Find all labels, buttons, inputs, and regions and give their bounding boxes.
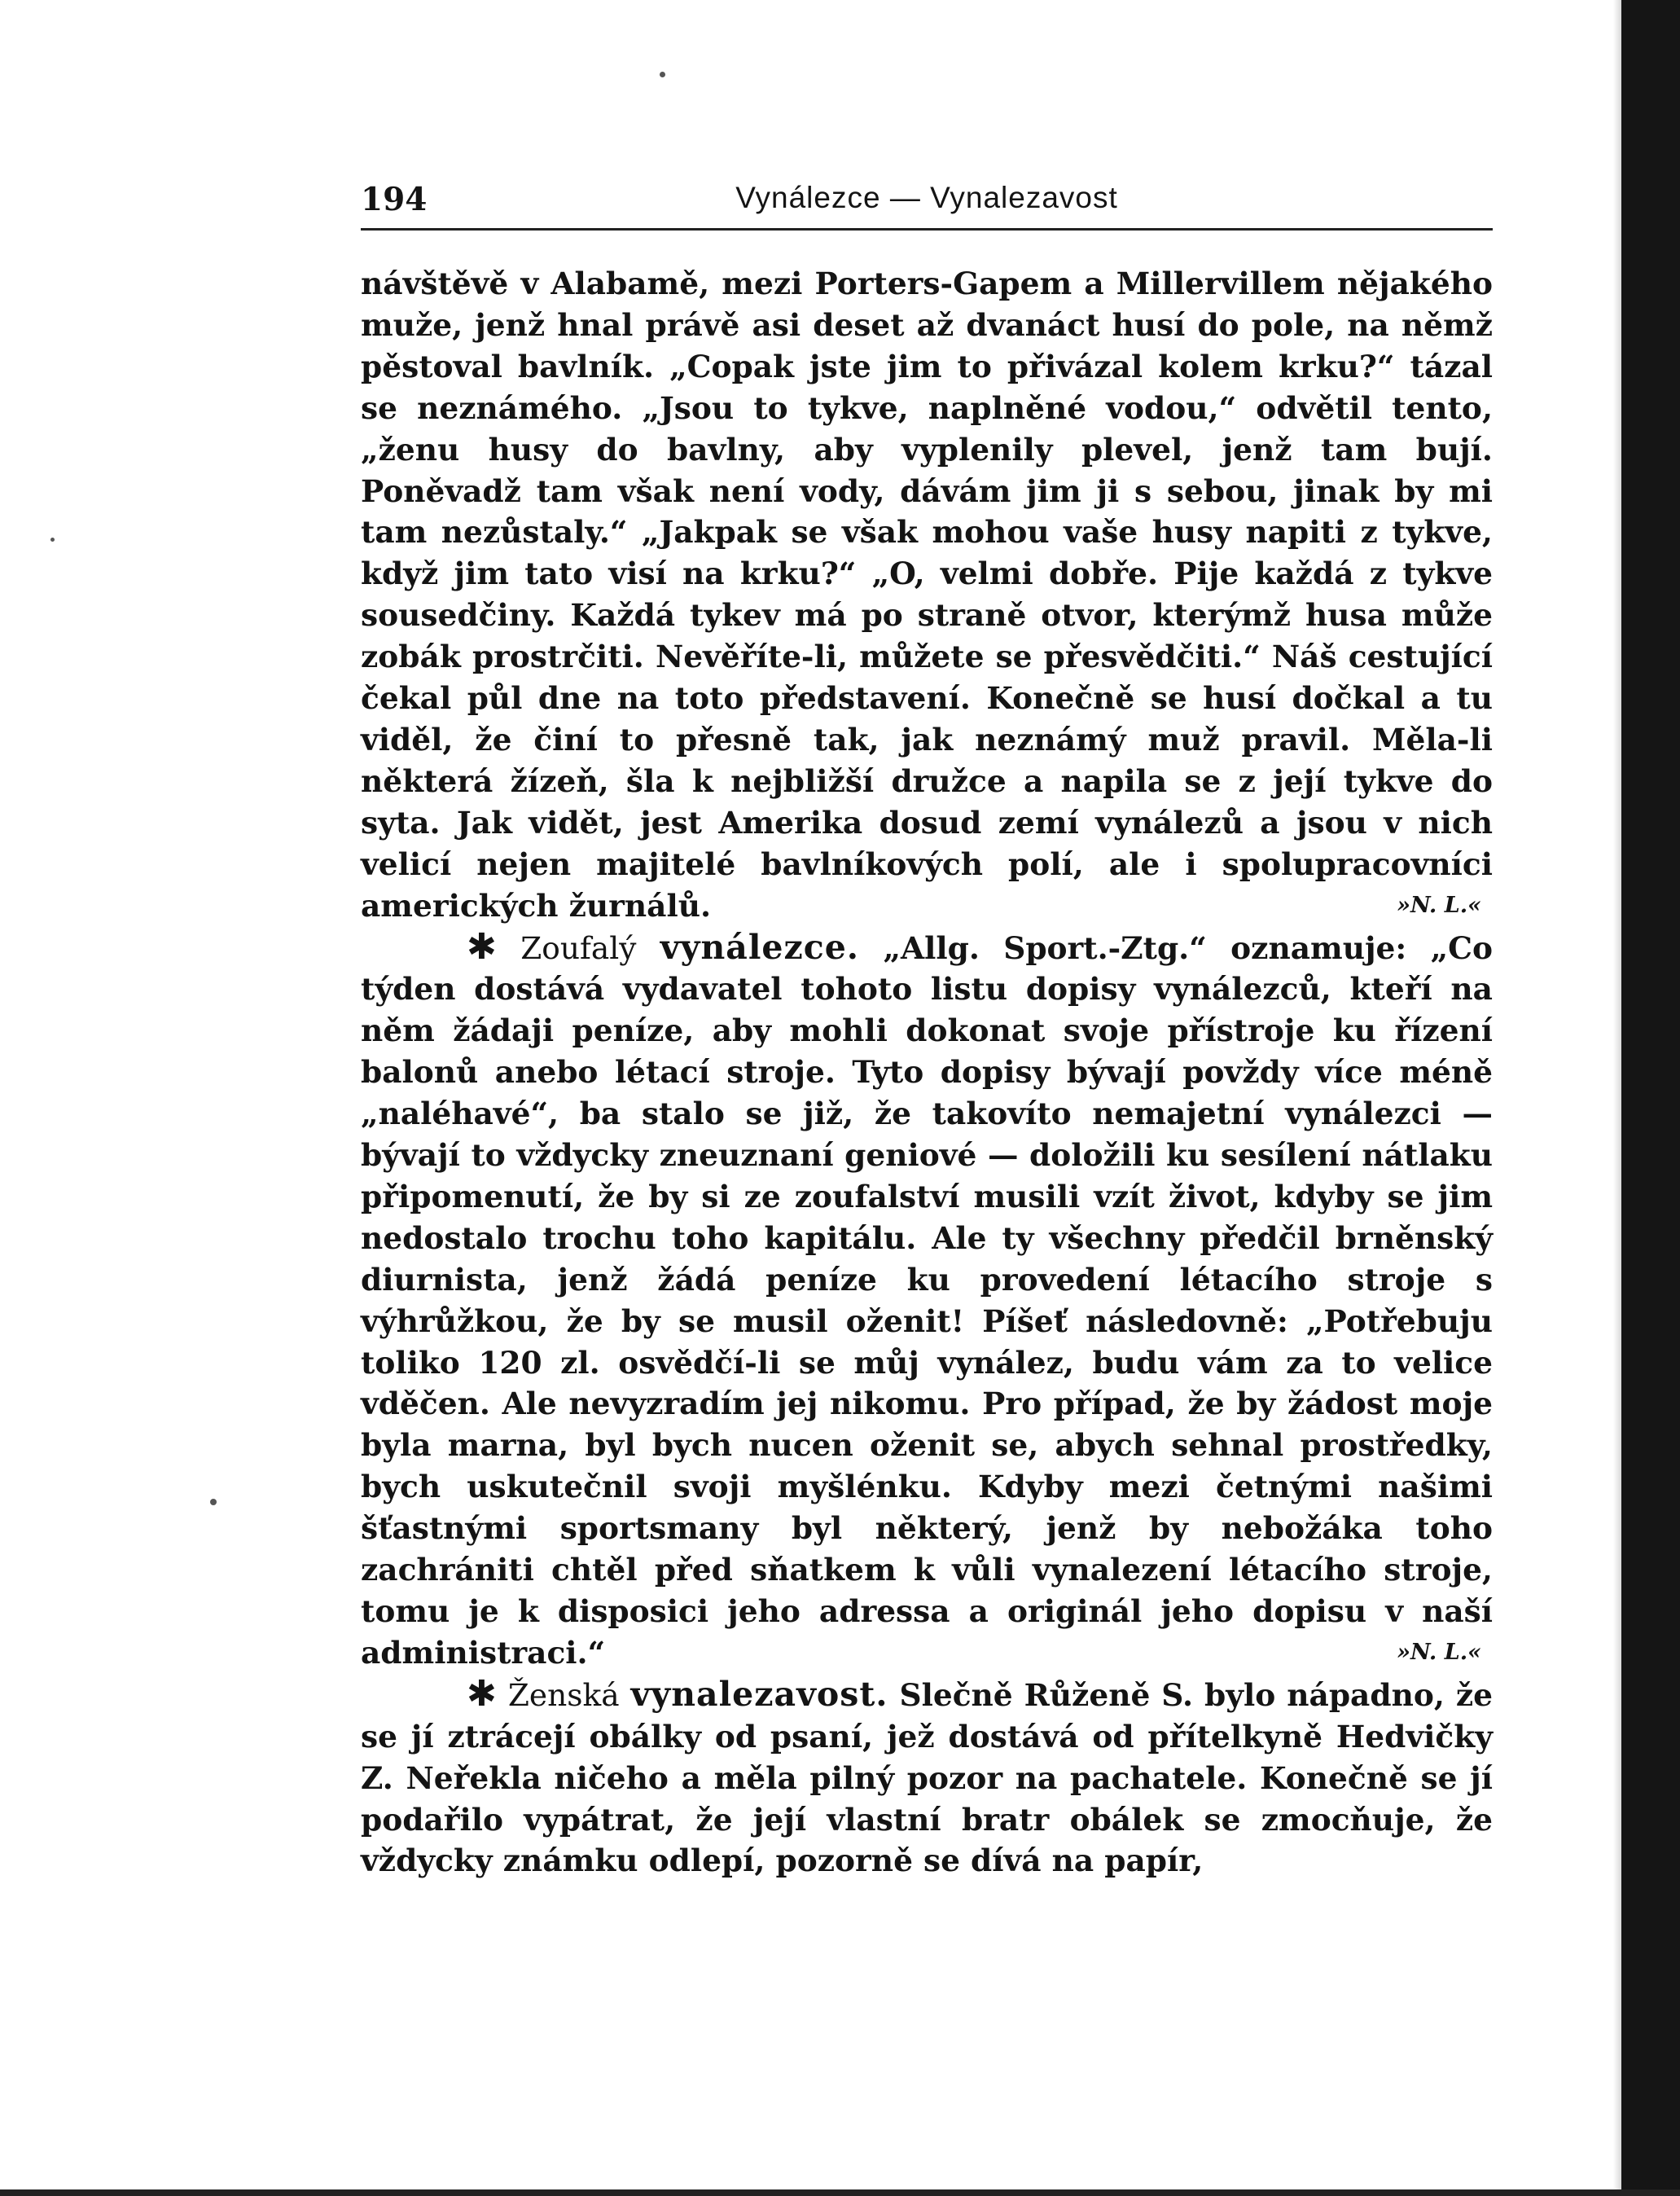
page-header xyxy=(361,163,1493,231)
asterisk-marker: ✱ xyxy=(467,925,497,968)
paragraph-desperate-inventor xyxy=(361,927,1493,1674)
scan-speck xyxy=(50,538,55,542)
section-title-normal: Zoufalý xyxy=(520,929,637,966)
section-title-normal: Ženská xyxy=(507,1676,620,1713)
scan-shadow xyxy=(1613,0,1621,2196)
section-title-bold: vynalezavost. xyxy=(630,1674,888,1714)
scan-border-right xyxy=(1621,0,1680,2196)
scan-speck xyxy=(660,72,665,77)
asterisk-marker: ✱ xyxy=(467,1672,497,1715)
paragraph-text: Slečně Růženě S. bylo nápadno, že se jí ztrácejí obálky od psaní, jež dostává od přítelkyně Hedvičky Z. Neřekla ničeho a měla pilný pozor na pachatele. Konečně se jí podařilo vypátrat, že její vlastní bratr obálek se zmocňuje, že vždycky známku odlepí, pozorně se dívá na papír, xyxy=(361,1676,1494,1879)
signature: »N. L.« xyxy=(1397,892,1481,918)
signature: »N. L.« xyxy=(1397,1639,1481,1665)
paragraph-text: „Allg. Sport.-Ztg.“ oznamuje: „Co týden dostává vydavatel tohoto listu dopisy vynálezců, kteří na něm žádaji peníze, aby mohli dokonat svoje přístroje ku řízení balonů anebo létací stroje. Tyto dopisy bývají povždy více méně „naléhavé“, ba stalo se již, že takovíto nemajetní vynálezci — bývají to vždycky zneuznaní geniové — doložili ku sesílení nátlaku připomenutí, že by si ze zoufalství musili vzít život, kdyby se jim nedostalo trochu toho kapitálu. Ale ty všechny předčil brněnský diurnista, jenž žádá peníze ku provedení létacího stroje s výhrůžkou, že by se musil oženit! Píšeť následovně: „Potřebuju toliko 120 zl. osvědčí-li se můj vynález, budu vám za to velice vděčen. Ale nevyzradím jej nikomu. Pro případ, že by žádost moje byla marna, byl bych nucen oženit se, abych sehnal prostředky, bych uskutečnil svoji myšlénku. Kdyby mezi četnými našimi šťastnými sportsmany byl některý, jenž by nebožáka toho zachrániti chtěl před sňatkem k vůli vynalezení létacího stroje, tomu je k disposici jeho adressa a originál jeho dopisu v naší administraci.“ xyxy=(361,929,1494,1671)
section-title-bold: vynálezce. xyxy=(660,927,860,967)
page-number: 194 xyxy=(361,181,428,218)
scan-border-bottom xyxy=(0,2189,1680,2196)
paragraph-female-ingenuity xyxy=(361,1674,1493,1882)
scan-speck xyxy=(210,1499,217,1505)
paragraph-text: návštěvě v Alabamě, mezi Porters-Gapem a Millervillem nějakého muže, jenž hnal právě asi deset až dvanáct husí do pole, na němž pěstoval bavlník. „Copak jste jim to přivázal kolem krku?“ tázal se neznámého. „Jsou to tykve, naplněné vodou,“ odvětil tento, „ženu husy do bavlny, aby vyplenily plevel, jenž tam bují. Poněvadž tam však není vody, dávám jim ji s sebou, jinak by mi tam nezůstaly.“ „Jakpak se však mohou vaše husy napiti z tykve, když jim tato visí na krku?“ „O, velmi dobře. Pije každá z tykve sousedčiny. Každá tykev má po straně otvor, kterýmž husa může zobák prostrčiti. Nevěříte-li, můžete se přesvědčiti.“ Náš cestující čekal půl dne na toto představení. Konečně se husí dočkal a tu viděl, že činí to přesně tak, jak neznámý muž pravil. Měla-li některá žízeň, šla k nejbližší družce a napila se z její tykve do syta. Jak vidět, jest Amerika dosud zemí vynálezů a jsou v nich velicí nejen majitelé bavlníkových polí, ale i spolupracovníci amerických žurnálů. xyxy=(361,266,1493,924)
paragraph-geese-story xyxy=(361,263,1493,927)
book-page xyxy=(361,163,1493,1882)
running-title: Vynálezce — Vynalezavost xyxy=(735,181,1118,214)
